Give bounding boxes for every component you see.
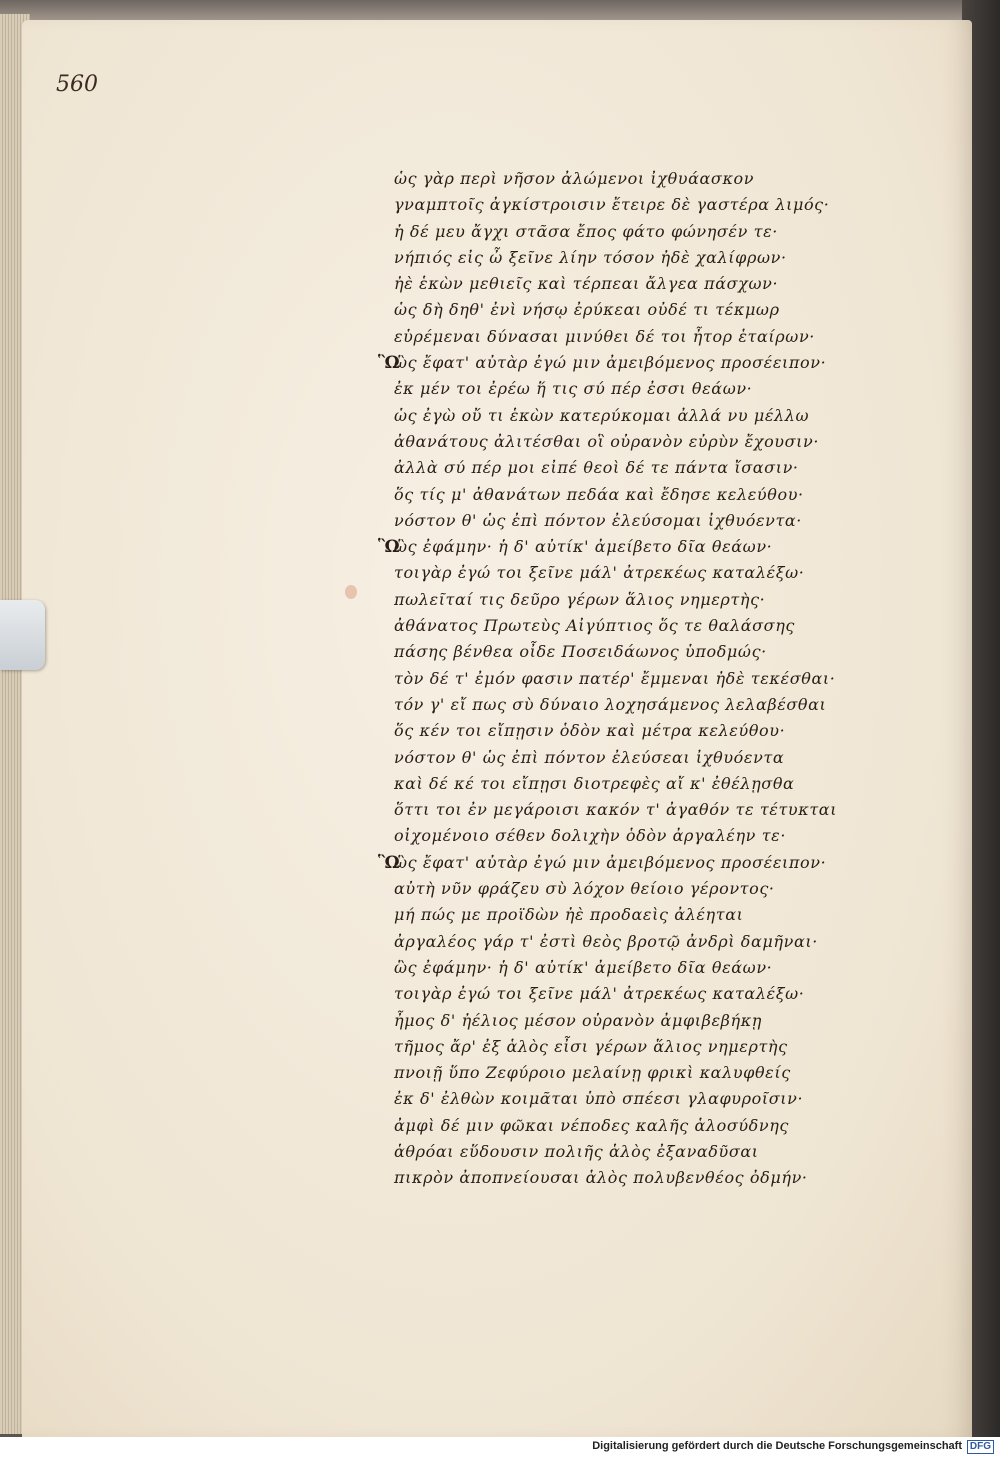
text-line <box>394 429 864 455</box>
text-line <box>378 534 864 560</box>
line-text: ὅς κέν τοι εἴπῃσιν ὁδὸν καὶ μέτρα κελεύθου· <box>394 721 786 741</box>
text-line <box>394 482 864 508</box>
line-text: ὅς τίς μ' ἀθανάτων πεδάα καὶ ἔδησε κελεύθου· <box>394 484 804 504</box>
text-line <box>394 1034 864 1060</box>
line-text: νόστον θ' ὡς ἐπὶ πόντον ἐλεύσομαι ἰχθυόεντα· <box>394 510 802 530</box>
text-line <box>394 560 864 586</box>
line-text: εὑρέμεναι δύνασαι μινύθει δέ τοι ἦτορ ἑταίρων· <box>394 326 815 346</box>
text-line <box>394 1165 864 1191</box>
text-line <box>394 981 864 1007</box>
line-text: νήπιός εἰς ὦ ξεῖνε λίην τόσον ἠδὲ χαλίφρων· <box>394 247 787 267</box>
line-text: ἠὲ ἑκὼν μεθιεῖς καὶ τέρπεαι ἄλγεα πάσχων· <box>394 274 779 294</box>
line-text: τοιγὰρ ἐγώ τοι ξεῖνε μάλ' ἀτρεκέως καταλέξω· <box>394 563 805 583</box>
line-text: γναμπτοῖς ἀγκίστροισιν ἔτειρε δὲ γαστέρα λιμός· <box>394 195 830 215</box>
text-line <box>394 1060 864 1086</box>
text-line <box>378 350 864 376</box>
text-line <box>394 1139 864 1165</box>
text-line <box>394 1113 864 1139</box>
text-line <box>378 850 864 876</box>
line-text: ἡ δέ μευ ἄγχι στᾶσα ἔπος φάτο φώνησέν τε· <box>394 221 778 241</box>
line-text: πάσης βένθεα οἶδε Ποσειδάωνος ὑποδμώς· <box>394 642 767 662</box>
line-text: τῆμος ἄρ' ἐξ ἁλὸς εἶσι γέρων ἅλιος νημερτὴς <box>394 1036 788 1056</box>
line-text: πικρὸν ἀποπνείουσαι ἁλὸς πολυβενθέος ὀδμήν· <box>394 1168 808 1188</box>
text-line <box>394 245 864 271</box>
speech-initial: Ὣ <box>378 852 401 873</box>
text-line <box>394 797 864 823</box>
line-text: ἀλλὰ σύ πέρ μοι εἰπέ θεοὶ δέ τε πάντα ἴσασιν· <box>394 458 799 478</box>
line-text: ὣς ἐφάμην· ἡ δ' αὐτίκ' ἀμείβετο δῖα θεάων· <box>394 957 773 977</box>
text-line <box>394 271 864 297</box>
text-line <box>394 403 864 429</box>
speech-initial: Ὣ <box>378 353 401 374</box>
text-line <box>394 324 864 350</box>
line-text: αὐτὴ νῦν φράζευ σὺ λόχον θείοιο γέροντος· <box>394 879 775 899</box>
line-text: ἀθανάτους ἀλιτέσθαι οἳ οὐρανὸν εὐρὺν ἔχουσιν· <box>394 431 820 451</box>
dfg-logo: DFG <box>967 1440 994 1454</box>
speech-initial: Ὣ <box>378 537 401 558</box>
line-text: νόστον θ' ὡς ἐπὶ πόντον ἐλεύσεαι ἰχθυόεντα <box>394 747 785 767</box>
line-text: πνοιῇ ὕπο Ζεφύροιο μελαίνῃ φρικὶ καλυφθείς <box>394 1063 791 1083</box>
line-text: ὡς γὰρ περὶ νῆσον ἀλώμενοι ἰχθυάασκον <box>394 169 755 188</box>
line-text: ὅττι τοι ἐν μεγάροισι κακόν τ' ἀγαθόν τε τέτυκται <box>394 800 838 820</box>
text-line <box>394 955 864 981</box>
line-text: ὡς ἐγὼ οὔ τι ἑκὼν κατερύκομαι ἀλλά νυ μέλλω <box>394 405 810 425</box>
text-line <box>394 692 864 718</box>
text-line <box>394 376 864 402</box>
line-text: ἀργαλέος γάρ τ' ἐστὶ θεὸς βροτῷ ἀνδρὶ δαμῆναι· <box>394 931 818 951</box>
text-line <box>394 666 864 692</box>
line-text: ὣς ἐφάμην· ἡ δ' αὐτίκ' ἀμείβετο δῖα θεάων· <box>394 537 773 557</box>
text-line <box>394 902 864 928</box>
line-text: καὶ δέ κέ τοι εἴπῃσι διοτρεφὲς αἴ κ' ἐθέλῃσθα <box>394 773 795 793</box>
line-text: ὣς ἔφατ' αὐτὰρ ἐγώ μιν ἀμειβόμενος προσέειπον· <box>394 852 827 872</box>
line-text: ἀμφὶ δέ μιν φῶκαι νέποδες καλῆς ἁλοσύδνης <box>394 1115 789 1135</box>
text-line <box>394 718 864 744</box>
folio-number: 560 <box>56 72 98 97</box>
text-line <box>394 219 864 245</box>
line-text: ἦμος δ' ἠέλιος μέσον οὐρανὸν ἀμφιβεβήκῃ <box>394 1010 762 1030</box>
line-text: οἰχομένοιο σέθεν δολιχὴν ὁδὸν ἀργαλέην τε· <box>394 826 787 846</box>
digitization-footer <box>0 1437 1000 1457</box>
text-line <box>394 929 864 955</box>
text-line <box>394 166 864 192</box>
text-line <box>394 1008 864 1034</box>
funding-credit: Digitalisierung gefördert durch die Deutsche Forschungsgemeinschaft <box>592 1440 962 1452</box>
text-line <box>394 771 864 797</box>
line-text: τὸν δέ τ' ἐμόν φασιν πατέρ' ἔμμεναι ἠδὲ τεκέσθαι· <box>394 668 836 688</box>
book-top-edge <box>0 0 1000 22</box>
text-line <box>394 192 864 218</box>
text-line <box>394 455 864 481</box>
line-text: ἐκ μέν τοι ἐρέω ἥ τις σύ πέρ ἐσσι θεάων· <box>394 379 753 399</box>
paper-stain <box>345 585 357 599</box>
text-line <box>394 508 864 534</box>
text-line <box>394 745 864 771</box>
line-text: ὡς δὴ δηθ' ἐνὶ νήσῳ ἐρύκεαι οὐδέ τι τέκμωρ <box>394 300 780 320</box>
text-line <box>394 613 864 639</box>
text-line <box>394 639 864 665</box>
page-clip <box>0 600 45 670</box>
line-text: τόν γ' εἴ πως σὺ δύναιο λοχησάμενος λελαβέσθαι <box>394 694 827 714</box>
text-line <box>394 1086 864 1112</box>
line-text: πωλεῖταί τις δεῦρο γέρων ἅλιος νημερτὴς· <box>394 589 766 609</box>
line-text: τοιγὰρ ἐγώ τοι ξεῖνε μάλ' ἀτρεκέως καταλέξω· <box>394 984 805 1004</box>
line-text: μή πώς με προϊδὼν ἠὲ προδαεὶς ἀλέηται <box>394 905 744 925</box>
text-line <box>394 587 864 613</box>
line-text: ἐκ δ' ἐλθὼν κοιμᾶται ὑπὸ σπέεσι γλαφυροῖσιν· <box>394 1089 804 1109</box>
manuscript-page <box>22 20 972 1438</box>
line-text: ἀθάνατος Πρωτεὺς Αἰγύπτιος ὅς τε θαλάσσης <box>394 616 795 636</box>
line-text: ἁθρόαι εὕδουσιν πολιῆς ἁλὸς ἐξαναδῦσαι <box>394 1141 759 1161</box>
greek-text-block <box>378 166 864 1192</box>
text-line <box>394 823 864 849</box>
line-text: ὣς ἔφατ' αὐτὰρ ἐγώ μιν ἀμειβόμενος προσέειπον· <box>394 353 827 373</box>
text-line <box>394 876 864 902</box>
text-line <box>394 297 864 323</box>
